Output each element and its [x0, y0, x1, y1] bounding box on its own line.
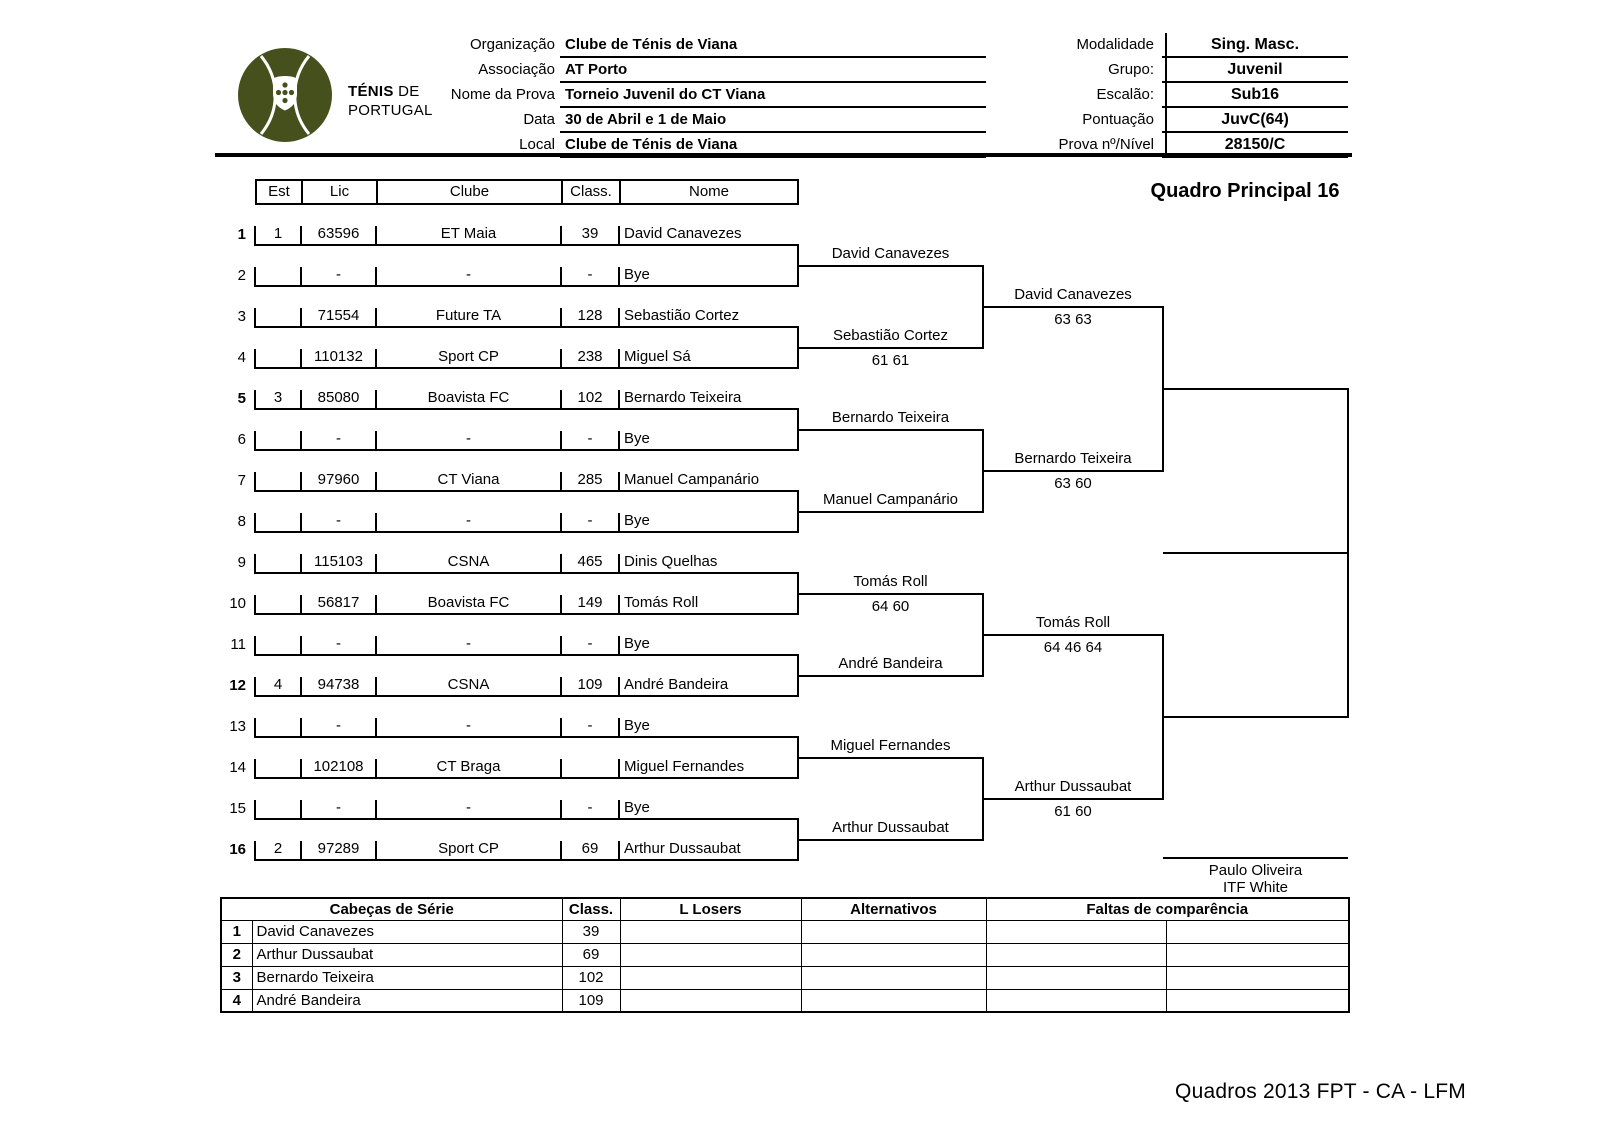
round3-winner-line: [983, 306, 1163, 308]
entry-line: [255, 695, 798, 697]
entry-nome: David Canavezes: [624, 225, 742, 242]
entry-lic: -: [336, 799, 341, 816]
entry-tick: [254, 513, 256, 533]
entry-est: 4: [273, 676, 283, 693]
entry-tick: [254, 267, 256, 287]
entry-tick: [254, 472, 256, 492]
entry-position: 1: [237, 226, 246, 243]
round2-winner-name: David Canavezes: [831, 245, 950, 262]
round3-score: 63 63: [1054, 311, 1092, 328]
round3-score: 64 46 64: [1043, 639, 1103, 656]
entry-clube: CT Braga: [436, 758, 501, 775]
logo-line1-bold: TÉNIS: [348, 83, 394, 100]
entry-clube: Boavista FC: [427, 594, 510, 611]
field-nome-da-prova: [350, 83, 986, 108]
entry-clube: Boavista FC: [427, 389, 510, 406]
entry-lic: 115103: [314, 553, 363, 570]
entry-lic: -: [336, 266, 341, 283]
field-data: [350, 108, 986, 133]
entry-est: 3: [273, 389, 283, 406]
entry-class: -: [587, 717, 593, 734]
entry-clube: -: [466, 635, 471, 652]
field-label: Pontuação: [1082, 111, 1154, 128]
seed-row: [221, 943, 1349, 966]
entry-tick: [254, 800, 256, 820]
referee-name: Paulo Oliveira: [1208, 862, 1303, 879]
round2-winner-name: Sebastião Cortez: [832, 327, 949, 344]
entry-clube: -: [466, 512, 471, 529]
round2-winner-name: Miguel Fernandes: [830, 737, 951, 754]
entry-nome: Bye: [624, 635, 650, 652]
entry-position: 12: [229, 677, 246, 694]
entry-clube: Sport CP: [438, 840, 499, 857]
entry-position: 9: [237, 554, 246, 571]
entry-nome: Sebastião Cortez: [624, 307, 740, 324]
entry-clube: Future TA: [435, 307, 502, 324]
entry-tick: [254, 554, 256, 574]
round3-score: 61 60: [1054, 803, 1092, 820]
entry-line: [255, 654, 798, 656]
semifinal-winner-line: [1163, 716, 1348, 718]
entry-nome: Bye: [624, 512, 650, 529]
round2-winner-line: [798, 675, 983, 677]
entry-tick: [618, 759, 620, 779]
logo-line1-rest: DE: [393, 83, 420, 100]
field-label: Local: [519, 136, 555, 153]
entry-position: 5: [237, 390, 246, 407]
seed-class: 39: [562, 920, 620, 943]
entry-line: [255, 449, 798, 451]
alternativos-cell: [801, 920, 986, 943]
entry-clube: CSNA: [447, 676, 490, 693]
entry-tick: [254, 349, 256, 369]
round2-winner-line: [798, 839, 983, 841]
entry-line: [255, 490, 798, 492]
alternativos-cell: [801, 943, 986, 966]
col-faltas-de-comparencia: Faltas de comparência: [986, 898, 1349, 920]
faltas-cell-2: [1166, 943, 1349, 966]
round2-winner-line: [798, 593, 983, 595]
round3-winner-line: [983, 634, 1163, 636]
faltas-cell-2: [1166, 920, 1349, 943]
col-l-losers: L Losers: [620, 898, 801, 920]
seed-name: Bernardo Teixeira: [252, 966, 562, 989]
field-modalidade: [1000, 33, 1348, 58]
entry-position: 14: [229, 759, 246, 776]
bracket-column-headers: [255, 179, 799, 205]
entry-line: [255, 572, 798, 574]
entry-tick: [254, 636, 256, 656]
entry-clube: ET Maia: [440, 225, 497, 242]
entry-clube: -: [466, 799, 471, 816]
round3-winner-name: Arthur Dussaubat: [1014, 778, 1132, 795]
round2-winner-name: Tomás Roll: [853, 573, 928, 590]
entry-position: 6: [237, 431, 246, 448]
entry-position: 11: [230, 636, 246, 653]
entry-class: 465: [577, 553, 603, 570]
entry-position: 16: [229, 841, 246, 858]
entry-lic: 97289: [317, 840, 360, 857]
entry-lic: -: [336, 512, 341, 529]
round2-winner-name: André Bandeira: [838, 655, 943, 672]
entry-lic: 110132: [314, 348, 363, 365]
entry-lic: 85080: [317, 389, 360, 406]
field-label: Data: [523, 111, 555, 128]
col-class: Class.: [562, 898, 620, 920]
faltas-cell-1: [986, 989, 1166, 1012]
entry-nome: Bernardo Teixeira: [624, 389, 742, 406]
round3-winner-line: [983, 470, 1163, 472]
entry-class: -: [587, 430, 593, 447]
entry-clube: CT Viana: [437, 471, 500, 488]
entry-nome: Tomás Roll: [624, 594, 699, 611]
entry-class: -: [587, 512, 593, 529]
tennis-ball-icon: [235, 45, 335, 145]
entry-position: 13: [229, 718, 246, 735]
faltas-cell-1: [986, 943, 1166, 966]
entry-line: [255, 736, 798, 738]
field-value: Sub16: [1162, 83, 1348, 108]
round2-winner-name: Bernardo Teixeira: [831, 409, 950, 426]
entry-lic: -: [336, 717, 341, 734]
entry-class: -: [587, 266, 593, 283]
round2-score: 64 60: [871, 598, 910, 615]
entry-class: 109: [577, 676, 603, 693]
logo-line2: PORTUGAL: [348, 102, 433, 119]
field-value: Clube de Ténis de Viana: [560, 33, 986, 58]
round2-winner-line: [798, 511, 983, 513]
field-value: 28150/C: [1162, 133, 1348, 158]
entry-tick: [254, 718, 256, 738]
entry-lic: -: [336, 430, 341, 447]
entry-nome: Bye: [624, 266, 650, 283]
entry-line: [255, 408, 798, 410]
faltas-cell-1: [986, 966, 1166, 989]
field-value: Torneio Juvenil do CT Viana: [560, 83, 986, 108]
round2-winner-line: [798, 429, 983, 431]
ball-type: ITF White: [1222, 879, 1288, 896]
entry-tick: [254, 759, 256, 779]
field-value: AT Porto: [560, 58, 986, 83]
entry-nome: Bye: [624, 717, 650, 734]
column-header-clube: Clube: [449, 183, 490, 200]
entry-nome: Manuel Campanário: [624, 471, 760, 488]
losers-cell: [620, 989, 801, 1012]
round2-score: 61 61: [871, 352, 910, 369]
entry-position: 2: [237, 267, 246, 284]
entry-class: 39: [581, 225, 599, 242]
field-value: JuvC(64): [1162, 108, 1348, 133]
entry-nome: André Bandeira: [624, 676, 729, 693]
seed-class: 109: [562, 989, 620, 1012]
seed-class: 102: [562, 966, 620, 989]
field-label: Associação: [478, 61, 555, 78]
seed-class: 69: [562, 943, 620, 966]
field-label: Nome da Prova: [450, 86, 555, 103]
entry-class: 238: [577, 348, 603, 365]
seed-name: Arthur Dussaubat: [252, 943, 562, 966]
entry-lic: 63596: [317, 225, 360, 242]
entry-tick: [254, 431, 256, 451]
entry-lic: 102108: [313, 758, 364, 775]
field-value: Clube de Ténis de Viana: [560, 133, 986, 158]
entry-lic: 56817: [317, 594, 360, 611]
alternativos-cell: [801, 966, 986, 989]
entry-position: 8: [237, 513, 246, 530]
entry-tick: [254, 308, 256, 328]
entry-class: -: [587, 799, 593, 816]
entry-position: 7: [237, 472, 246, 489]
final-winner-line: [1163, 552, 1348, 554]
entry-nome: Miguel Fernandes: [624, 758, 745, 775]
entry-line: [255, 244, 798, 246]
field-pontuacao: [1000, 108, 1348, 133]
seeds-table: [220, 897, 1350, 1013]
field-grupo: [1000, 58, 1348, 83]
round3-winner-line: [983, 798, 1163, 800]
losers-cell: [620, 920, 801, 943]
faltas-cell-1: [986, 920, 1166, 943]
field-label: Escalão:: [1096, 86, 1154, 103]
round2-winner-line: [798, 757, 983, 759]
entry-line: [255, 613, 798, 615]
round2-winner-name: Manuel Campanário: [822, 491, 959, 508]
seed-name: André Bandeira: [252, 989, 562, 1012]
seed-row: [221, 989, 1349, 1012]
col-cabecas-de-serie: Cabeças de Série: [221, 898, 562, 920]
entry-nome: Bye: [624, 799, 650, 816]
faltas-cell-2: [1166, 966, 1349, 989]
field-label: Organização: [469, 36, 555, 53]
faltas-cell-2: [1166, 989, 1349, 1012]
entry-position: 15: [229, 800, 246, 817]
entry-class: 285: [577, 471, 603, 488]
losers-cell: [620, 943, 801, 966]
entry-lic: -: [336, 635, 341, 652]
round2-winner-name: Arthur Dussaubat: [832, 819, 949, 836]
seed-name: David Canavezes: [252, 920, 562, 943]
entry-nome: Miguel Sá: [624, 348, 691, 365]
field-label: Prova nº/Nível: [1058, 136, 1154, 153]
header-divider-rule: [215, 153, 1352, 157]
entry-class: 149: [577, 594, 603, 611]
round2-winner-line: [798, 265, 983, 267]
field-label: Grupo:: [1108, 61, 1154, 78]
entry-clube: CSNA: [447, 553, 490, 570]
column-header-class: Class.: [570, 183, 612, 200]
col-alternativos: Alternativos: [801, 898, 986, 920]
seed-number: 4: [221, 989, 252, 1012]
semifinal-winner-line: [1163, 388, 1348, 390]
seed-row: [221, 920, 1349, 943]
field-value: Juvenil: [1162, 58, 1348, 83]
entry-lic: 97960: [317, 471, 360, 488]
tenis-portugal-logo: [235, 45, 335, 145]
field-organizacao: [350, 33, 986, 58]
entry-clube: Sport CP: [438, 348, 499, 365]
field-label: Modalidade: [1076, 36, 1154, 53]
entry-position: 3: [237, 308, 246, 325]
entry-lic: 71554: [317, 307, 360, 324]
round3-winner-name: Bernardo Teixeira: [1014, 450, 1132, 467]
entry-est: 2: [273, 840, 283, 857]
round3-winner-name: Tomás Roll: [1035, 614, 1111, 631]
entry-line: [255, 531, 798, 533]
entry-position: 10: [229, 595, 246, 612]
losers-cell: [620, 966, 801, 989]
entry-clube: -: [466, 717, 471, 734]
entry-line: [255, 777, 798, 779]
seed-number: 2: [221, 943, 252, 966]
entry-est: 1: [273, 225, 283, 242]
field-value: 30 de Abril e 1 de Maio: [560, 108, 986, 133]
entry-line: [255, 818, 798, 820]
officials-line: [1163, 857, 1348, 859]
alternativos-cell: [801, 989, 986, 1012]
seed-row: [221, 966, 1349, 989]
round2-winner-line: [798, 347, 983, 349]
entry-class: 69: [581, 840, 599, 857]
column-header-est: Est: [268, 183, 290, 200]
entry-line: [255, 326, 798, 328]
seed-number: 1: [221, 920, 252, 943]
column-header-lic: Lic: [329, 183, 350, 200]
field-escalao: [1000, 83, 1348, 108]
entry-tick: [254, 595, 256, 615]
round3-winner-name: David Canavezes: [1014, 286, 1132, 303]
entry-nome: Bye: [624, 430, 650, 447]
entry-class: 128: [577, 307, 603, 324]
entry-line: [255, 367, 798, 369]
entry-line: [255, 285, 798, 287]
entry-class: -: [587, 635, 593, 652]
entry-nome: Dinis Quelhas: [624, 553, 718, 570]
column-header-nome: Nome: [688, 183, 729, 200]
entry-position: 4: [237, 349, 246, 366]
round3-score: 63 60: [1054, 475, 1092, 492]
entry-clube: -: [466, 430, 471, 447]
bracket-title: Quadro Principal 16: [1150, 180, 1340, 202]
field-value: Sing. Masc.: [1162, 33, 1348, 58]
footer-text: Quadros 2013 FPT - CA - LFM: [1175, 1080, 1466, 1103]
seed-number: 3: [221, 966, 252, 989]
entry-clube: -: [466, 266, 471, 283]
seeds-table-header-row: [221, 898, 1349, 920]
header-right-divider: [1165, 33, 1167, 158]
entry-class: 102: [577, 389, 603, 406]
entry-nome: Arthur Dussaubat: [624, 840, 741, 857]
entry-line: [255, 859, 798, 861]
entry-lic: 94738: [317, 676, 360, 693]
field-associacao: [350, 58, 986, 83]
